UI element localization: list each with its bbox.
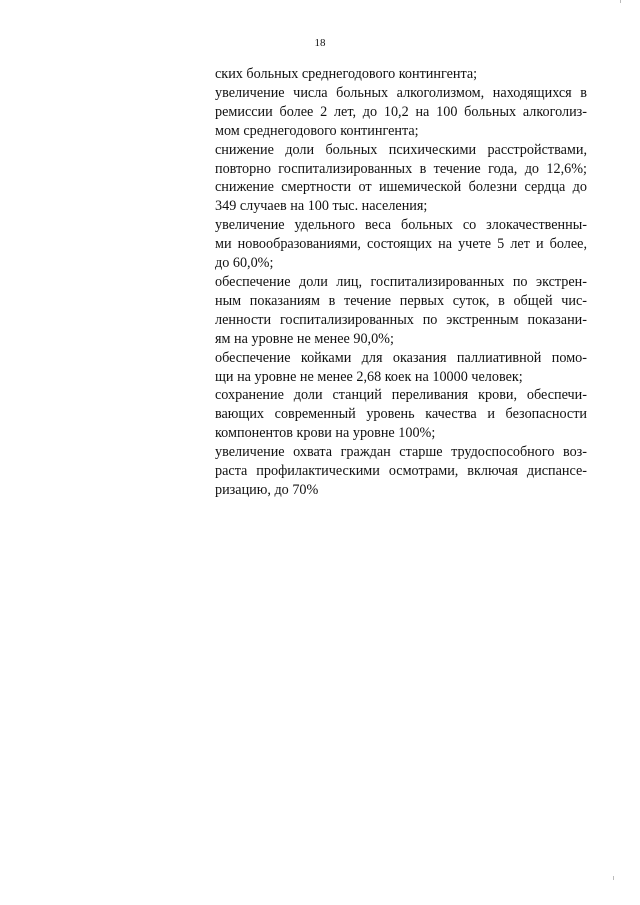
scan-artifact-top	[620, 0, 621, 3]
text-line: увеличение удельного веса больных со злокачественны-	[215, 217, 587, 234]
text-line: ризацию, до 70%	[215, 481, 319, 498]
text-line: 349 случаев на 100 тыс. населения;	[215, 198, 428, 215]
text-line: вающих современный уровень качества и безопасности	[215, 406, 587, 423]
text-line: обеспечение койками для оказания паллиативной помо-	[215, 349, 587, 366]
scan-artifact-bottom	[613, 876, 614, 880]
text-line: обеспечение доли лиц, госпитализированных по экстрен-	[215, 273, 587, 290]
text-line: до 60,0%;	[215, 255, 274, 272]
text-line: снижение смертности от ишемической болезни сердца до	[215, 179, 587, 196]
text-line: повторно госпитализированных в течение года, до 12,6%;	[215, 160, 587, 177]
text-line: ленности госпитализированных по экстренным показани-	[215, 311, 587, 328]
text-line: мом среднегодового контингента;	[215, 122, 419, 139]
text-line: сохранение доли станций переливания крови, обеспечи-	[215, 387, 587, 404]
text-line: ям на уровне не менее 90,0%;	[215, 330, 394, 347]
text-line: щи на уровне не менее 2,68 коек на 10000 человек;	[215, 368, 523, 385]
text-line: ным показаниям в течение первых суток, в общей чис-	[215, 292, 587, 309]
document-body	[215, 65, 587, 500]
text-line: ми новообразованиями, состоящих на учете 5 лет и более,	[215, 236, 587, 253]
text-line: увеличение охвата граждан старше трудоспособного воз-	[215, 444, 587, 461]
text-line: компонентов крови на уровне 100%;	[215, 425, 436, 442]
text-line: увеличение числа больных алкоголизмом, находящихся в	[215, 84, 587, 101]
page-number: 18	[314, 37, 326, 49]
text-line: раста профилактическими осмотрами, включая диспансе-	[215, 463, 587, 480]
text-line: ских больных среднегодового контингента;	[215, 66, 478, 82]
text-line: снижение доли больных психическими расстройствами,	[215, 141, 587, 158]
text-line: ремиссии более 2 лет, до 10,2 на 100 больных алкоголиз-	[215, 103, 587, 120]
